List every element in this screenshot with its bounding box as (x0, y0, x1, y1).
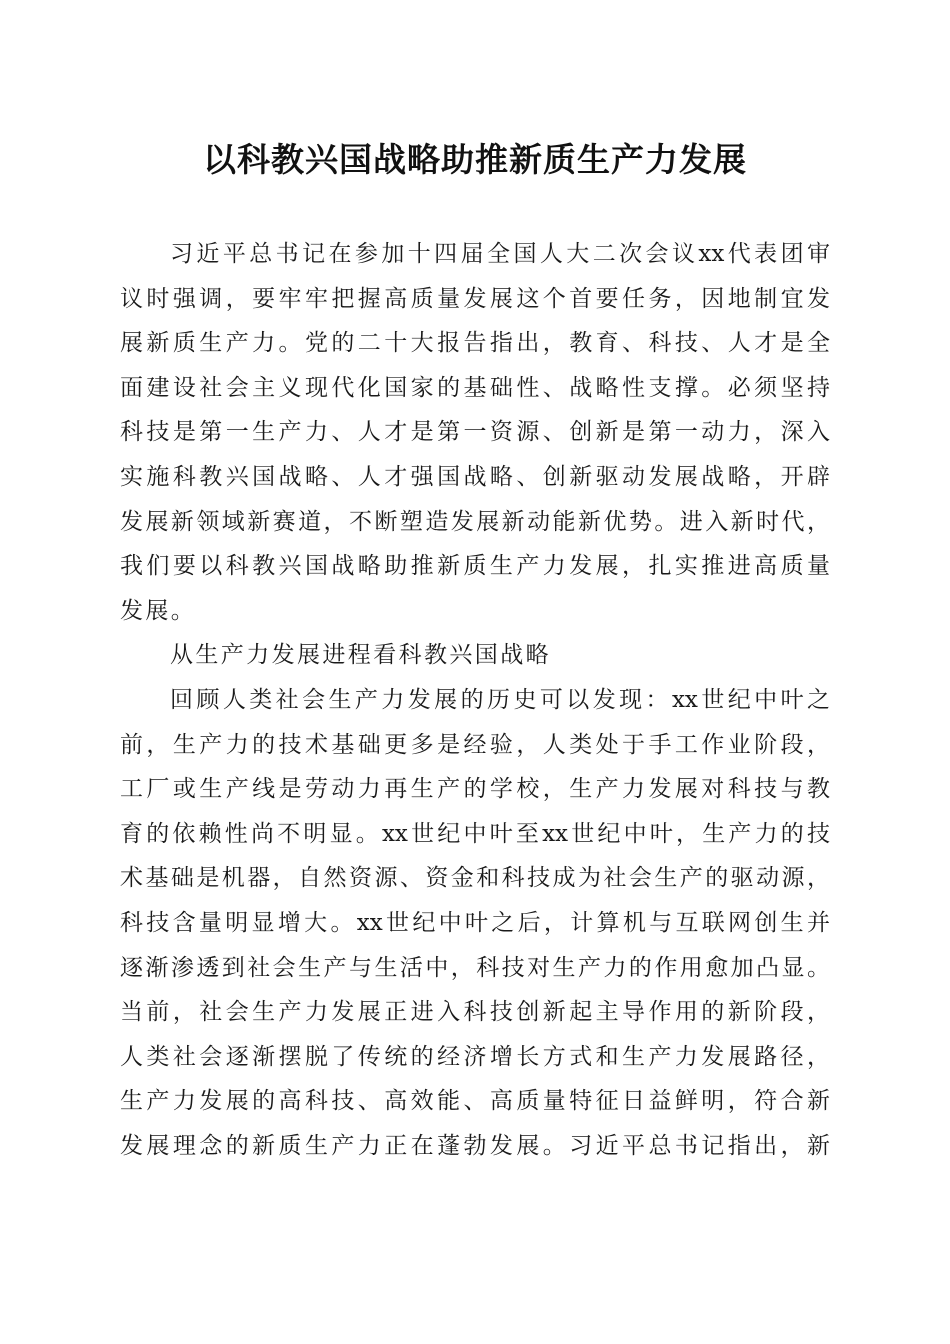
paragraph-line: 生产力发展的高科技、高效能、高质量特征日益鲜明，符合新 (120, 1088, 830, 1115)
paragraph-line: 科技是第一生产力、人才是第一资源、创新是第一动力，深入 (120, 419, 830, 446)
paragraph-line: 展新质生产力。党的二十大报告指出，教育、科技、人才是全 (120, 330, 830, 357)
paragraph-line: 术基础是机器，自然资源、资金和科技成为社会生产的驱动源， (120, 865, 830, 892)
paragraph-line: 发展理念的新质生产力正在蓬勃发展。习近平总书记指出，新 (120, 1132, 830, 1159)
paragraph-line: 科技含量明显增大。xx世纪中叶之后，计算机与互联网创生并 (120, 909, 830, 936)
paragraph-line: 逐渐渗透到社会生产与生活中，科技对生产力的作用愈加凸显。 (120, 954, 830, 981)
paragraph-line: 回顾人类社会生产力发展的历史可以发现：xx世纪中叶之 (170, 686, 830, 713)
section-heading: 从生产力发展进程看科教兴国战略 (170, 642, 551, 669)
paragraph-line: 面建设社会主义现代化国家的基础性、战略性支撑。必须坚持 (120, 374, 830, 401)
paragraph-2 (120, 678, 830, 1169)
paragraph-line: 工厂或生产线是劳动力再生产的学校，生产力发展对科技与教 (120, 776, 830, 803)
paragraph-line: 实施科教兴国战略、人才强国战略、创新驱动发展战略，开辟 (120, 463, 830, 490)
document-title: 以科教兴国战略助推新质生产力发展 (203, 140, 747, 179)
paragraph-line: 育的依赖性尚不明显。xx世纪中叶至xx世纪中叶，生产力的技 (120, 820, 830, 847)
paragraph-line: 我们要以科教兴国战略助推新质生产力发展，扎实推进高质量 (120, 553, 830, 580)
document-body (120, 232, 830, 1168)
paragraph-line: 人类社会逐渐摆脱了传统的经济增长方式和生产力发展路径， (120, 1043, 830, 1070)
paragraph-line: 议时强调，要牢牢把握高质量发展这个首要任务，因地制宜发 (120, 285, 830, 312)
paragraph-line: 前，生产力的技术基础更多是经验，人类处于手工作业阶段， (120, 731, 830, 758)
paragraph-line: 当前，社会生产力发展正进入科技创新起主导作用的新阶段， (120, 999, 830, 1026)
paragraph-1 (120, 232, 830, 633)
paragraph-line: 习近平总书记在参加十四届全国人大二次会议xx代表团审 (170, 241, 830, 267)
paragraph-line: 发展。 (120, 597, 197, 624)
paragraph-line: 发展新领域新赛道，不断塑造发展新动能新优势。进入新时代， (120, 508, 830, 535)
